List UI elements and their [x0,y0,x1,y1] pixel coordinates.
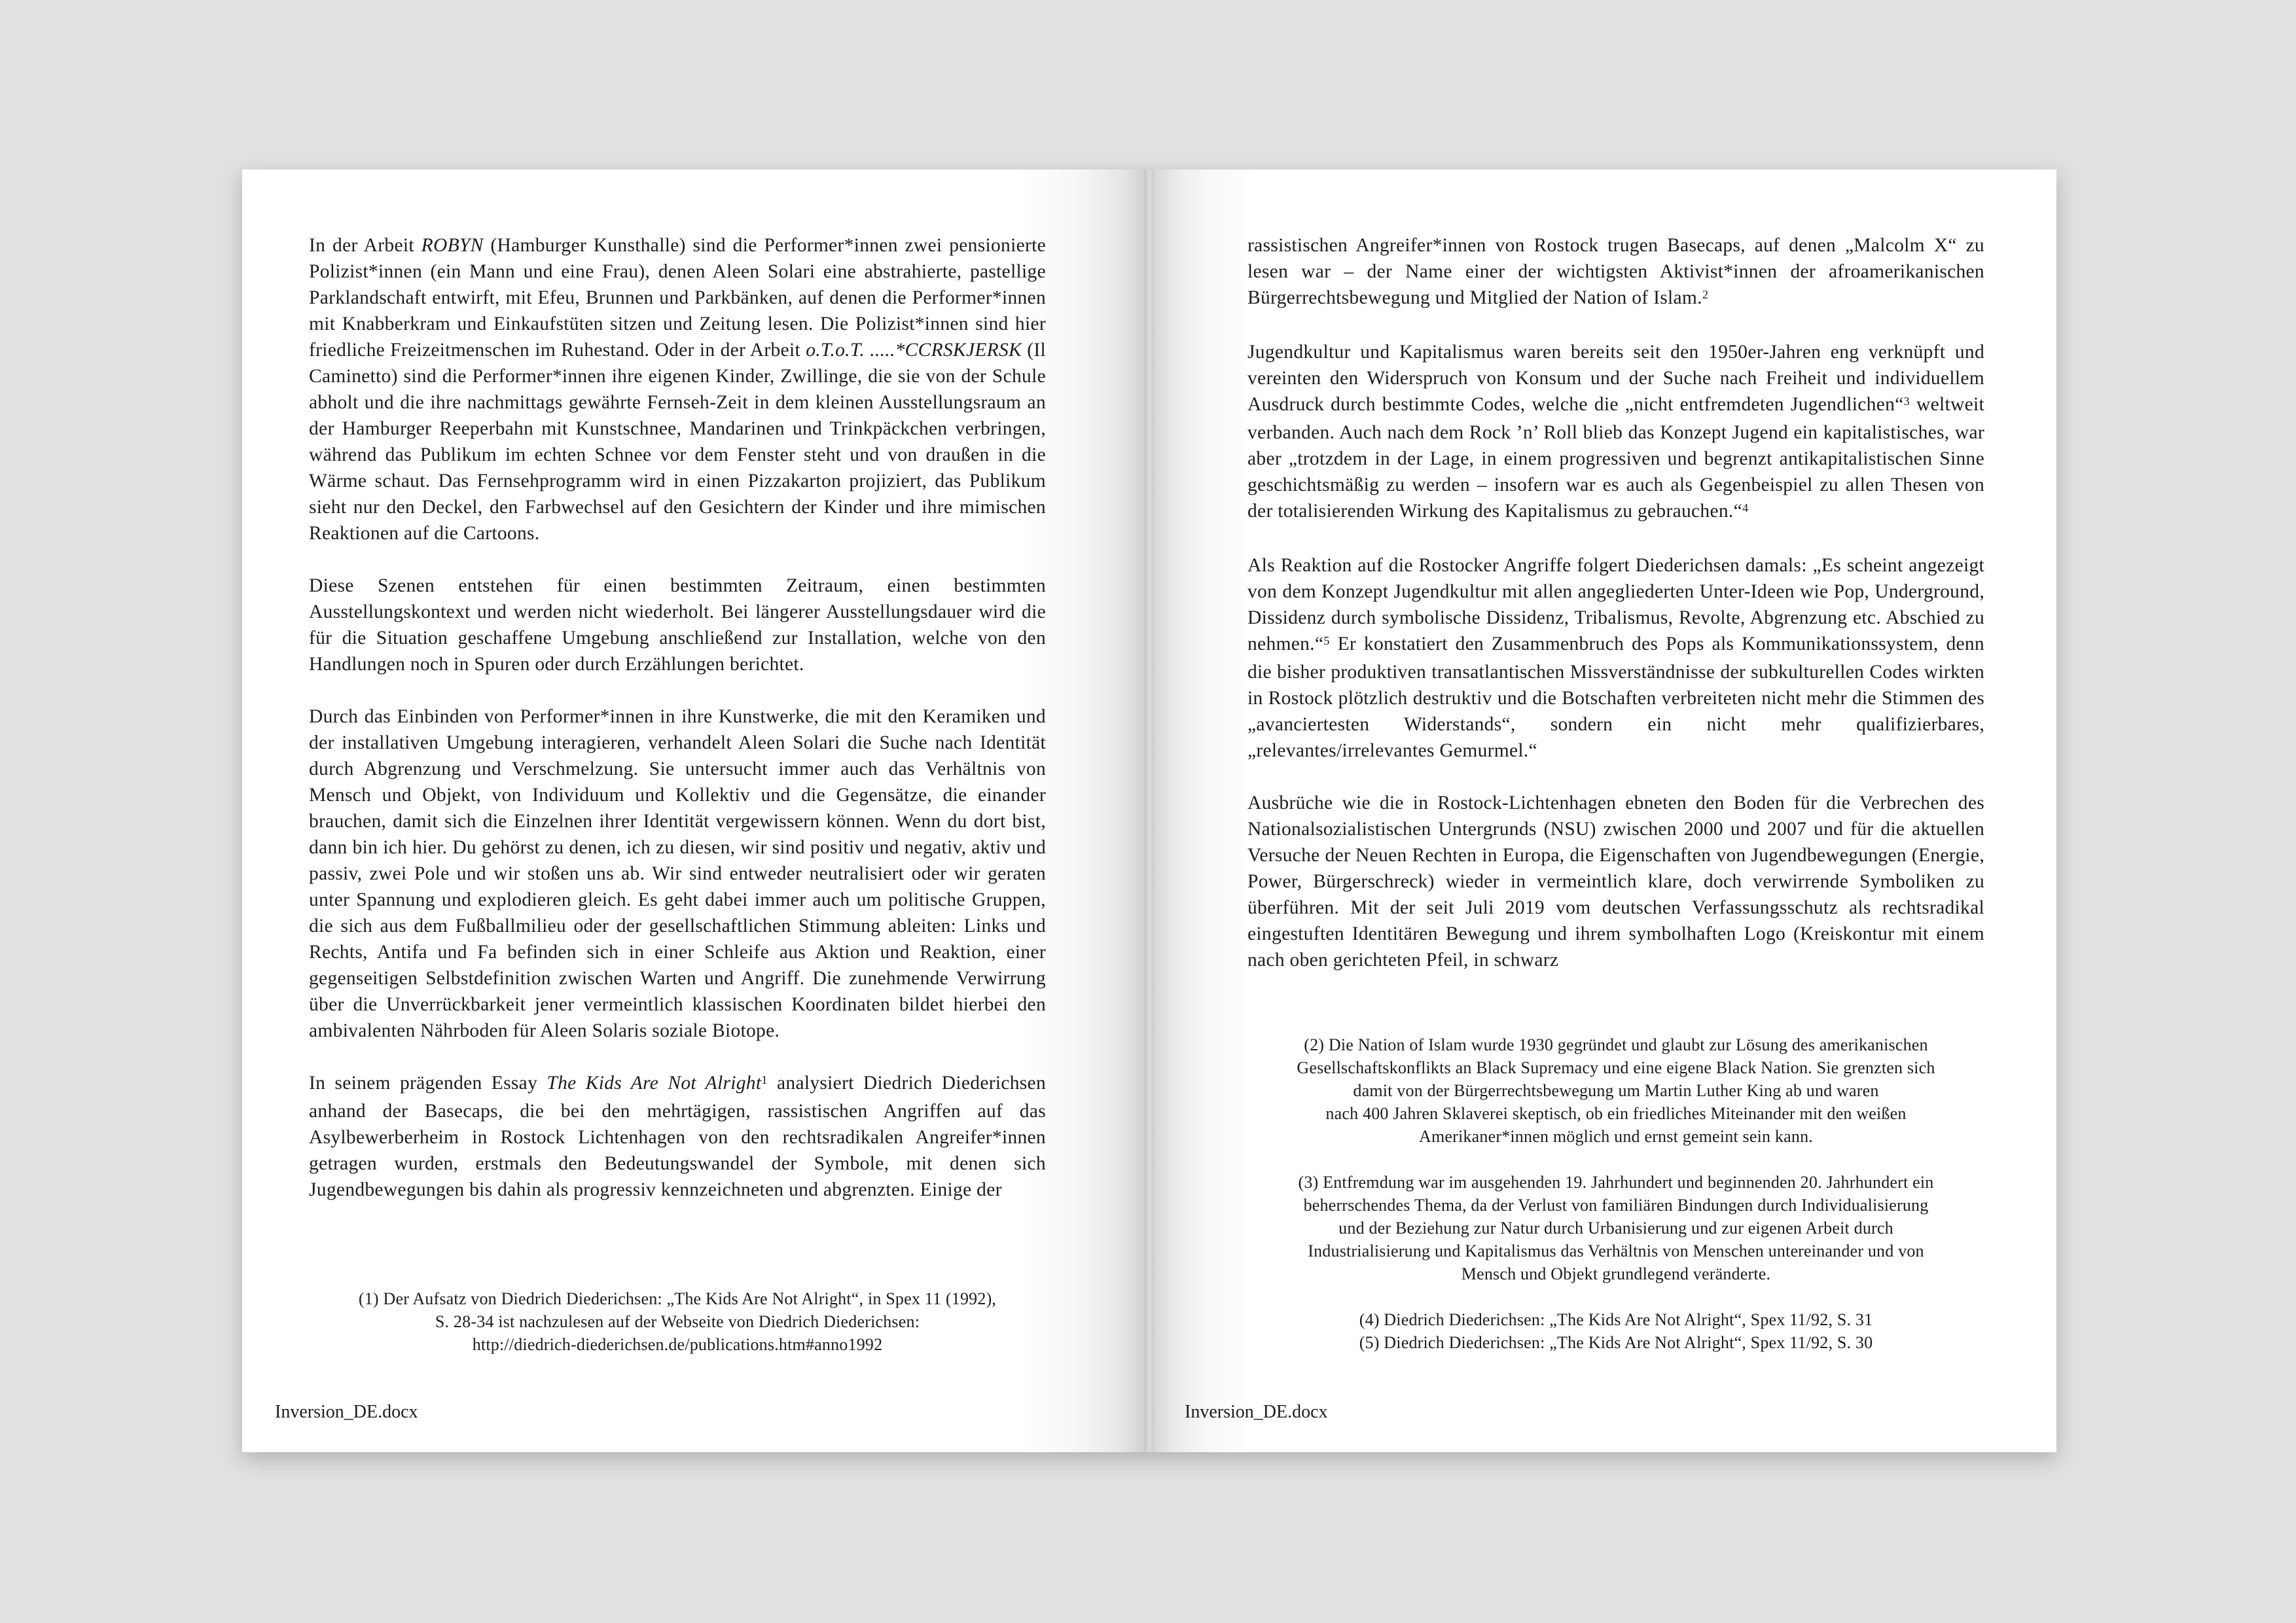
right-page [1155,169,2056,1452]
right-footnotes [1247,1033,1984,1354]
left-page [242,169,1144,1452]
page-footer-filename: Inversion_DE.docx [275,1402,418,1422]
paragraph: In der Arbeit ROBYN (Hamburger Kunsthalle) sind die Performer*innen zwei pensionierte Polizist*innen (ein Mann und eine Frau), denen Aleen Solari eine abstrahierte, pastellige Parklandschaft entwirft, mit Efeu, Brunnen und Parkbänken, auf denen die Performer*innen mit Knabberkram und Einkaufstüten sitzen und Zeitung lesen. Die Polizist*innen sind hier friedliche Freizeitmenschen im Ruhestand. Oder in der Arbeit o.T.o.T. .....*CCRSKJERSK (Il Caminetto) sind die Performer*innen ihre eigenen Kinder, Zwillinge, die sie von der Schule abholt und die ihre nachmittags gewährte Fernseh-Zeit in dem kleinen Ausstellungsraum an der Hamburger Reeperbahn mit Kunstschnee, Mandarinen und Trinkpäckchen verbringen, während das Publikum im echten Schnee vor dem Fenster steht und von draußen in die Wärme schaut. Das Fernsehprogramm wird in einen Pizzakarton projiziert, das Publikum sieht nur den Deckel, den Farbwechsel auf den Gesichtern der Kinder und ihre mimischen Reaktionen auf die Cartoons. [309,235,1047,544]
book-gutter [1144,169,1155,1452]
paragraph: Als Reaktion auf die Rostocker Angriffe folgert Diederichsen damals: „Es scheint angezeigt von dem Konzept Jugendkultur mit allen angegliederten Unter-Ideen wie Pop, Underground, Dissidenz durch symbolische Dissidenz, Tribalismus, Revolte, Abgrenzung etc. Abschied zu nehmen.“$^5$ Er konstatiert den Zusammenbruch des Pops als Kommunikationssystem, denn die bisher produktiven transatlantischen Missverständnisse der subkulturellen Codes wirkten in Rostock plötzlich destruktiv und die Botschaften verbreiteten nicht mehr die Stimmen des „avanciertesten Widerstands“, sondern ein nicht mehr qualifizierbares, „relevantes/irrelevantes Gemurmel.“ [1247,555,1984,761]
footnote: (2) Die Nation of Islam wurde 1930 gegründet und glaubt zur Lösung des amerikanischen Gesellschaftskonflikts an Black Supremacy und eine eigene Black Nation. Sie grenzten sich damit von der Bürgerrechtsbewegung um Martin Luther King ab und waren nach 400 Jahren Sklaverei skeptisch, ob ein friedliches Miteinander mit den weißen Amerikaner*innen möglich und ernst gemeint sein kann. [1297,1035,1935,1146]
footnote: (4) Diedrich Diederichsen: „The Kids Are Not Alright“, Spex 11/92, S. 31 (5) Diedrich Diederichsen: „The Kids Are Not Alright“, Spex 11/92, S. 30 [1359,1310,1873,1352]
footnote: (1) Der Aufsatz von Diedrich Diederichsen: „The Kids Are Not Alright“, in Spex 11 (1992), S. 28-34 ist nachzulesen auf der Webseite von Diedrich Diederichsen: http://diedrich-diederichsen.de/publications.htm#anno1992 [358,1289,997,1354]
paragraph: Ausbrüche wie die in Rostock-Lichtenhagen ebneten den Boden für die Verbrechen des Nationalsozialistischen Untergrunds (NSU) zwischen 2000 und 2007 und für die aktuellen Versuche der Neuen Rechten in Europa, die Eigenschaften von Jugendbewegungen (Energie, Power, Bürgerschreck) wieder in vermeintlich klare, doch verwirrende Symboliken zu überführen. Mit der seit Juli 2019 vom deutschen Verfassungsschutz als rechtsradikal eingestuften Identitären Bewegung und ihrem symbolhaften Logo (Kreiskontur mit einem nach oben gerichteten Pfeil, in schwarz [1247,793,1984,971]
book-spread [242,169,2056,1452]
paragraph: Durch das Einbinden von Performer*innen in ihre Kunstwerke, die mit den Keramiken und der installativen Umgebung interagieren, verhandelt Aleen Solari die Suche nach Identität durch Abgrenzung und Verschmelzung. Sie untersucht immer auch das Verhältnis von Mensch und Objekt, von Individuum und Kollektiv und die Gegensätze, die einander brauchen, damit sich die Einzelnen ihrer Identität vergewissern können. Wenn du dort bist, dann bin ich hier. Du gehörst zu denen, ich zu diesen, wir sind positiv und negativ, aktiv und passiv, zwei Pole und wir stoßen uns ab. Wir sind entweder neutralisiert oder wir geraten unter Spannung und explodieren gleich. Es geht dabei immer auch um politische Gruppen, die sich aus dem Fußballmilieu oder der gesellschaftlichen Stimmung ableiten: Links und Rechts, Antifa und Fa befinden sich in einer Schleife aus Aktion und Reaktion, einer gegenseitigen Selbstdefinition zwischen Warten und Angriff. Die zunehmende Verwirrung über die Unverrückbarkeit jener vermeintlich klassischen Koordinaten bildet hierbei den ambivalenten Nährboden für Aleen Solaris soziale Biotope. [309,706,1046,1041]
paragraph: rassistischen Angreifer*innen von Rostock trugen Basecaps, auf denen „Malcolm X“ zu lesen war – der Name einer der wichtigsten Aktivist*innen der afroamerikanischen Bürgerrechtsbewegung und Mitglied der Nation of Islam.$^2$ [1247,235,1984,308]
footnote: (3) Entfremdung war im ausgehenden 19. Jahrhundert und beginnenden 20. Jahrhundert ein beherrschendes Thema, da der Verlust von familiären Bindungen durch Individualisierung und der Beziehung zur Natur durch Urbanisierung und zur eigenen Arbeit durch Industrialisierung und Kapitalismus das Verhältnis von Menschen untereinander und von Mensch und Objekt grundlegend veränderte. [1298,1173,1934,1283]
right-body-text [1247,232,1984,973]
paragraph: Diese Szenen entstehen für einen bestimmten Zeitraum, einen bestimmten Ausstellungskontext und werden nicht wiederholt. Bei längerer Ausstellungsdauer wird die für die Situation geschaffene Umgebung anschließend zur Installation, welche von den Handlungen noch in Spuren oder durch Erzählungen berichtet. [309,575,1046,675]
left-body-text [309,232,1046,1203]
paragraph: Jugendkultur und Kapitalismus waren bereits seit den 1950er-Jahren eng verknüpft und vereinten den Widerspruch von Konsum und der Suche nach Freiheit und individuellem Ausdruck durch bestimmte Codes, welche die „nicht entfremdeten Jugendlichen“$^3$ weltweit verbanden. Auch nach dem Rock ’n’ Roll blieb das Konzept Jugend ein kapitalistisches, war aber „trotzdem in der Lage, in einem progressiven und begrenzt antikapitalistischen Sinne geschichtsmäßig zu werden – insofern war es auch als Gegenbeispiel zu allen Thesen von der totalisierenden Wirkung des Kapitalismus zu gebrauchen.“$^4$ [1247,342,1984,522]
left-footnotes [309,1287,1046,1356]
page-footer-filename: Inversion_DE.docx [1185,1402,1328,1422]
paragraph: In seinem prägenden Essay The Kids Are Not Alright$^1$ analysiert Diedrich Diederichsen anhand der Basecaps, die bei den mehrtägigen, rassistischen Angriffen auf das Asylbewerberheim in Rostock Lichtenhagen von den rechtsradikalen Angreifer*innen getragen wurden, erstmals den Bedeutungswandel der Symbole, mit denen sich Jugendbewegungen bis dahin als progressiv kennzeichneten und abgrenzten. Einige der [309,1073,1046,1200]
